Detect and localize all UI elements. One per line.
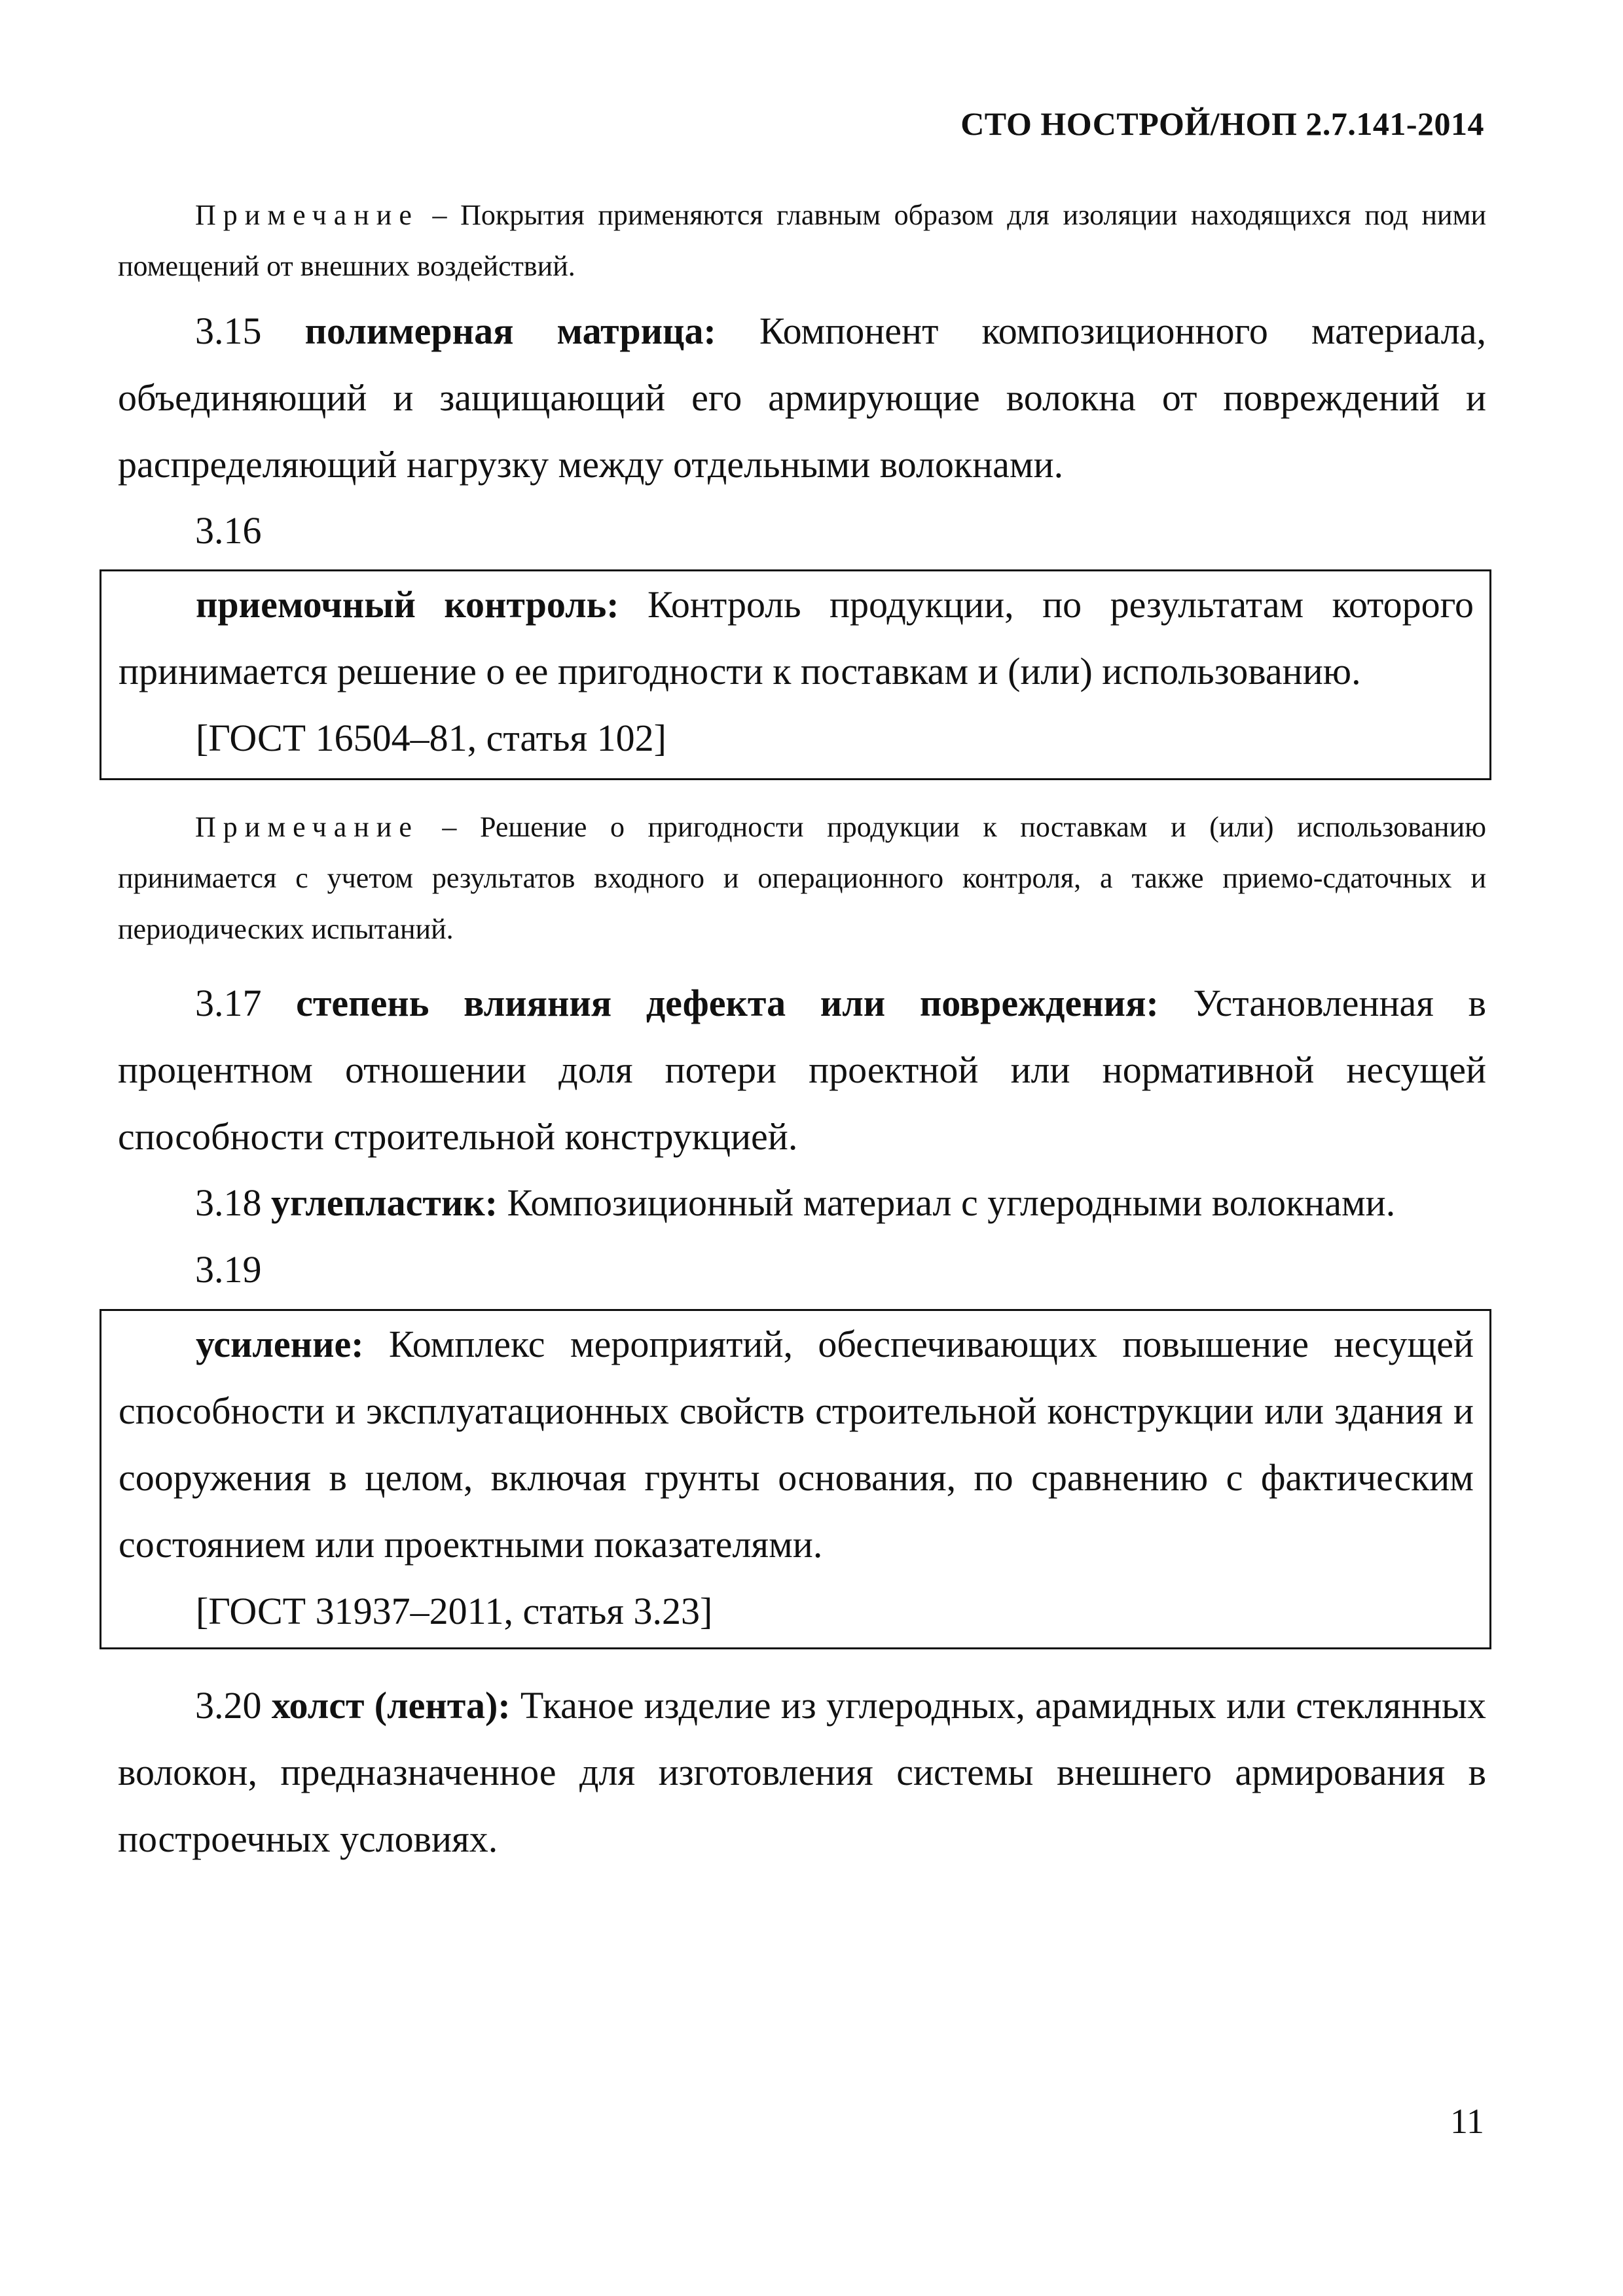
term-definition: Контроль продукции, по результатам которого принимается решение о ее пригодности к поставкам и (или) использованию. [119,583,1474,692]
note-label: Примечание [195,811,419,843]
term-3-16-source [119,705,1474,772]
term-name: холст (лента): [271,1684,511,1727]
term-number: 3.15 [195,310,305,352]
term-definition: Композиционный материал с углеродными волокнами. [498,1181,1396,1224]
term-name: усиление: [196,1323,364,1365]
note-coatings [118,190,1486,292]
term-definition: Тканое изделие из углеродных, арамидных или стеклянных волокон, предназначенное для изготовления системы внешнего армирования в построечных условиях. [118,1684,1486,1860]
term-3-17 [118,970,1486,1170]
term-number: 3.18 [195,1181,271,1224]
note-label: Примечание [195,199,419,231]
term-name: углепластик: [271,1181,498,1224]
term-definition: Компонент композиционного материала, объединяющий и защищающий его армирующие волокна от повреждений и распределяющий нагрузку между отдельными волокнами. [118,310,1486,486]
term-number: 3.16 [195,509,262,552]
term-definition: Комплекс мероприятий, обеспечивающих повышение несущей способности и эксплуатационных свойств строительной конструкции или здания и сооружения в целом, включая грунты основания, по сравнению с фактическим состоянием или проектными показателями. [119,1323,1474,1566]
note-text: – Решение о пригодности продукции к поставкам и (или) использованию принимается с учетом результатов входного и операционного контроля, а также приемо-сдаточных и периодических испытаний. [118,811,1486,945]
term-3-16-box [100,569,1491,780]
term-3-19-definition [119,1311,1474,1578]
term-3-19-source [119,1578,1474,1645]
term-number: 3.19 [195,1248,262,1291]
term-3-16-number [118,497,1486,564]
note-acceptance [118,802,1486,955]
term-3-15 [118,298,1486,498]
document-code-header: СТО НОСТРОЙ/НОП 2.7.141-2014 [960,105,1484,142]
term-3-19-box [100,1309,1491,1649]
source-reference: [ГОСТ 31937–2011, статья 3.23] [196,1590,713,1632]
term-3-16-definition [119,571,1474,705]
term-name: полимерная матрица: [304,310,716,352]
note-text: – Покрытия применяются главным образом для изоляции находящихся под ними помещений от внешних воздействий. [118,199,1486,282]
source-reference: [ГОСТ 16504–81, статья 102] [196,717,666,759]
term-number: 3.17 [195,982,297,1024]
term-3-18 [118,1170,1486,1236]
page-number: 11 [1450,2102,1484,2141]
term-number: 3.20 [195,1684,272,1727]
term-name: приемочный контроль: [196,583,619,626]
term-3-19-number [118,1236,1486,1303]
term-name: степень влияния дефекта или повреждения: [296,982,1159,1024]
term-definition: Установленная в процентном отношении доля потери проектной или нормативной несущей способности строительной конструкцией. [118,982,1486,1158]
term-3-20 [118,1672,1486,1873]
